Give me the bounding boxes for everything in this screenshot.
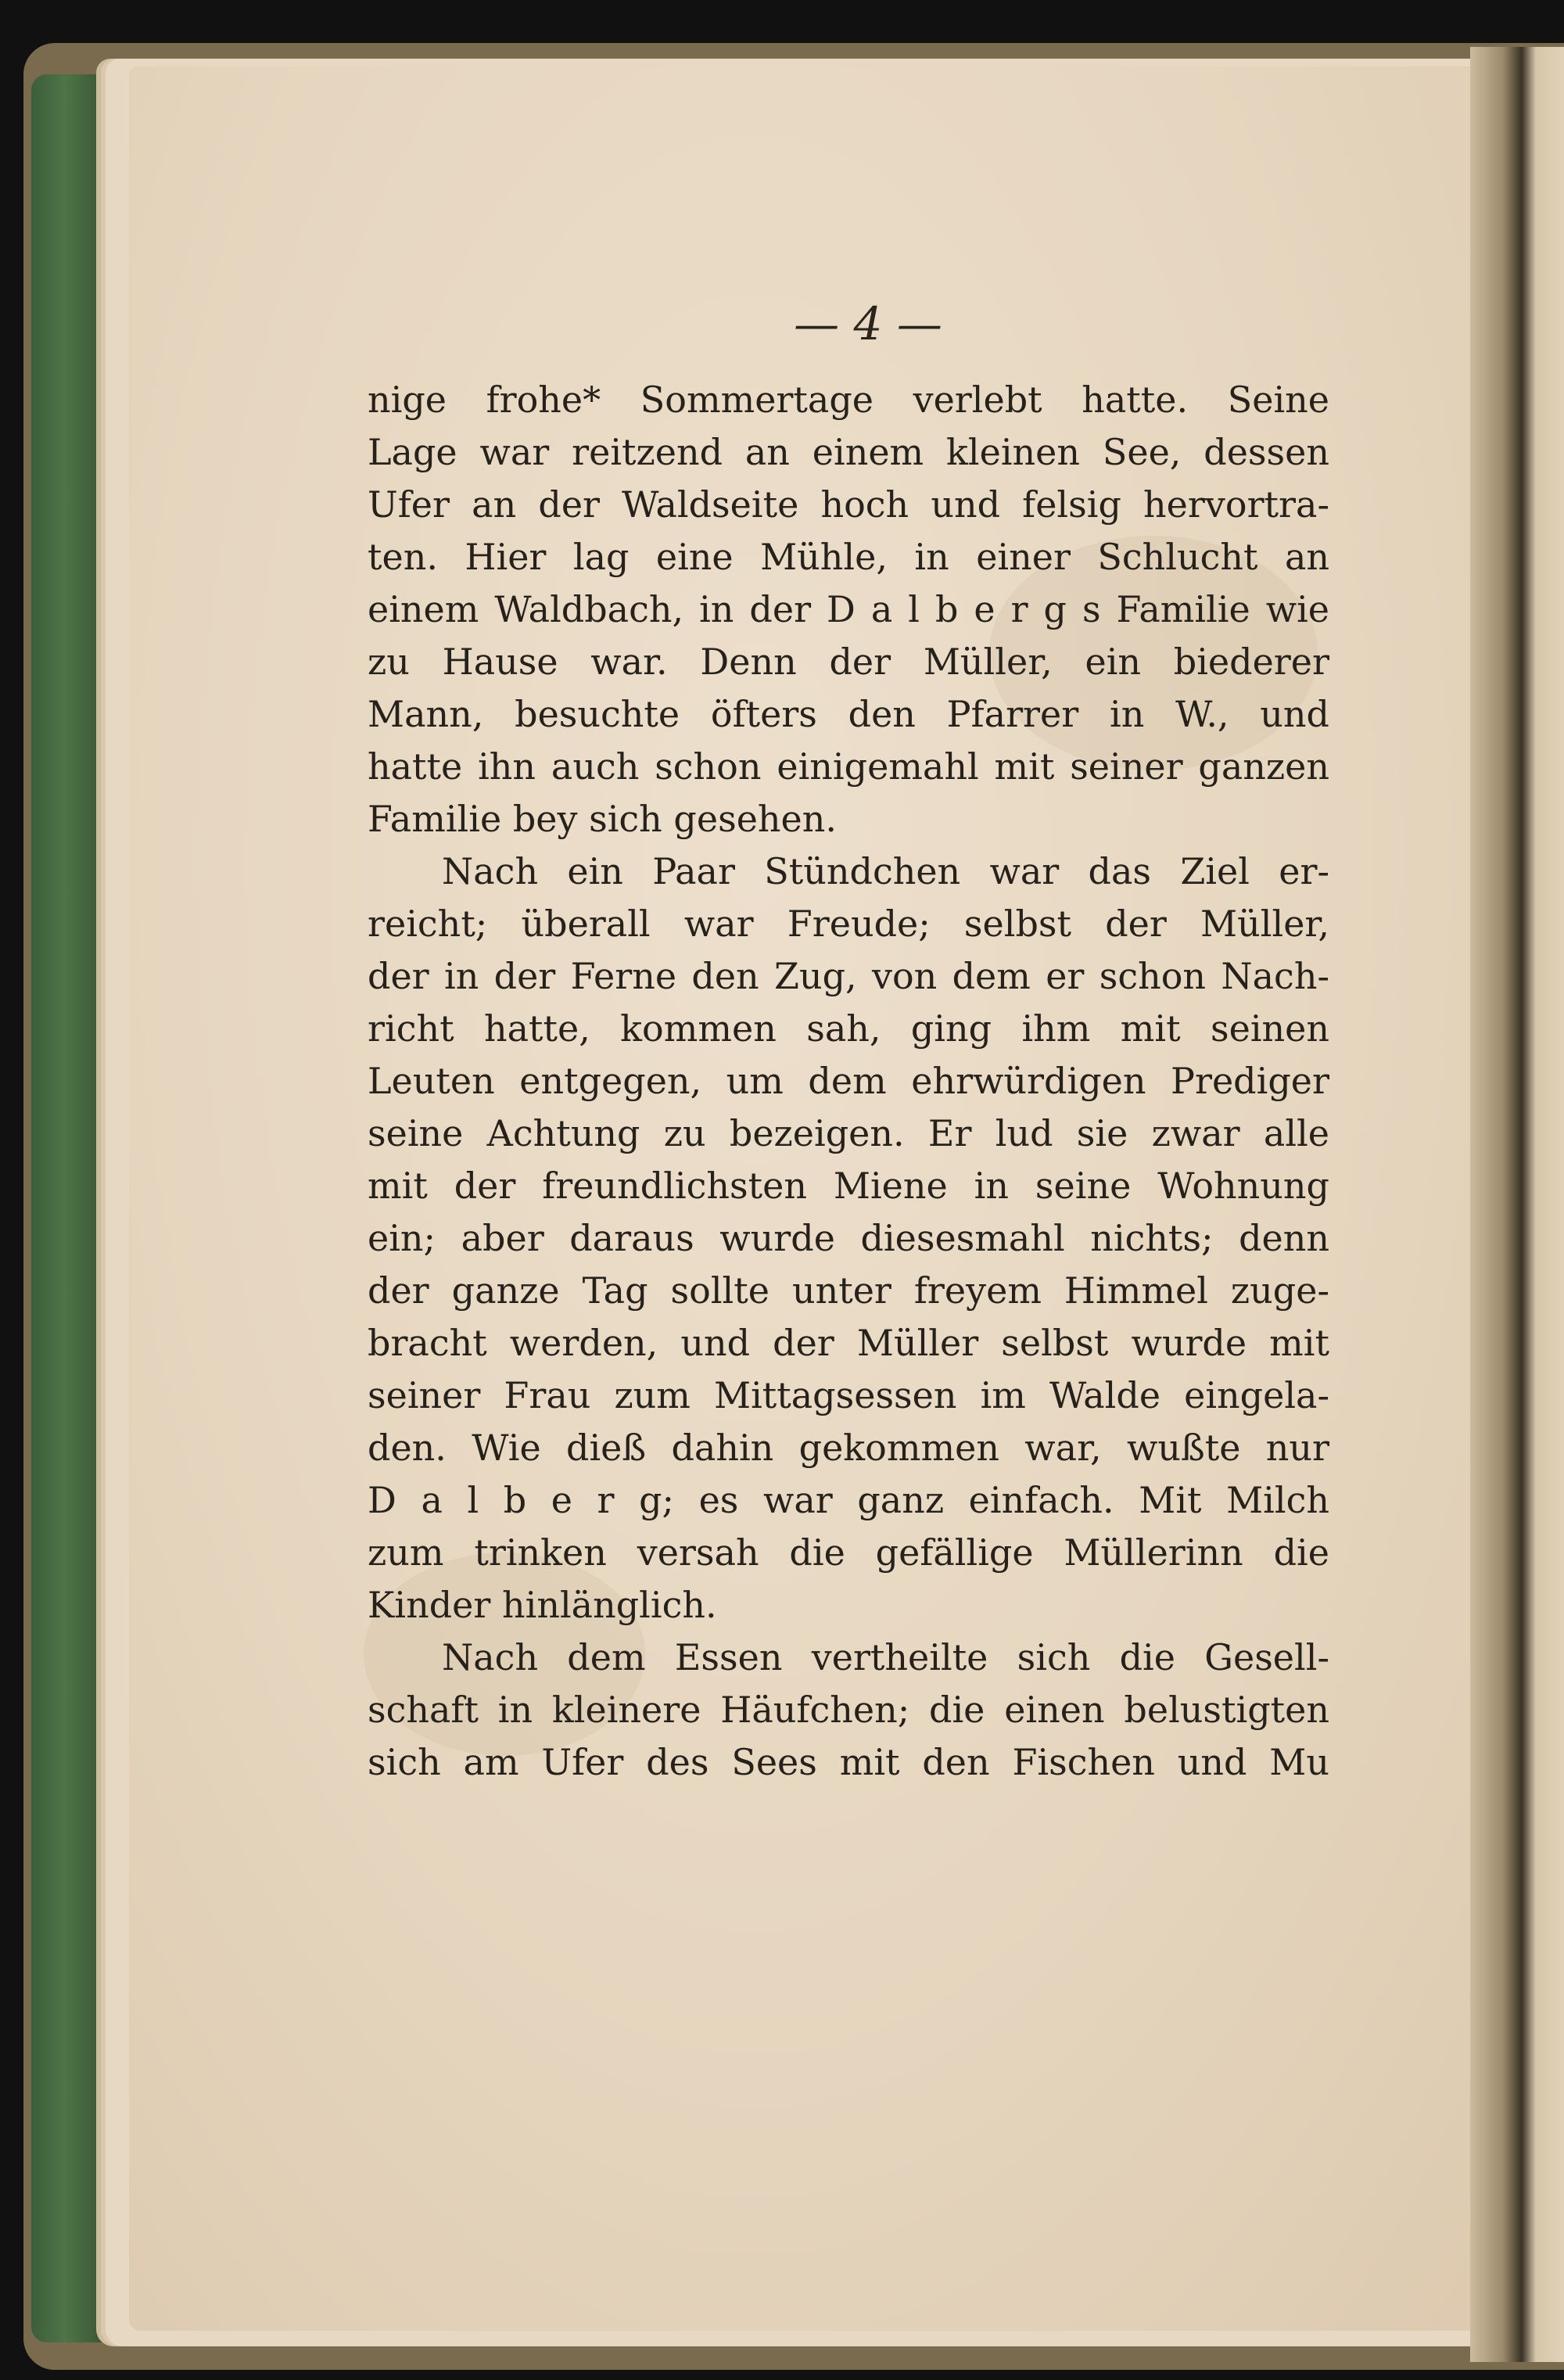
page-number: — 4 — xyxy=(794,297,942,350)
text-line: nige frohe* Sommertage verlebt hatte. Seine xyxy=(368,379,1329,421)
text-line: schaft in kleinere Häufchen; die einen belustigten xyxy=(368,1689,1329,1731)
text-line: richt hatte, kommen sah, ging ihm mit seinen xyxy=(368,1007,1329,1050)
text-line: sich am Ufer des Sees mit den Fischen und Mu xyxy=(368,1741,1329,1783)
text-line: der in der Ferne den Zug, von dem er schon Nach- xyxy=(368,955,1329,997)
text-line: ein; aber daraus wurde diesesmahl nichts; denn xyxy=(368,1217,1329,1259)
text-line: der ganze Tag sollte unter freyem Himmel zuge- xyxy=(368,1269,1329,1312)
body-text xyxy=(368,374,1329,1789)
text-line: mit der freundlichsten Miene in seine Wohnung xyxy=(368,1165,1329,1207)
text-line: den. Wie dieß dahin gekommen war, wußte nur xyxy=(368,1427,1329,1469)
text-line: reicht; überall war Freude; selbst der Müller, xyxy=(368,903,1329,945)
text-line: Nach dem Essen vertheilte sich die Gesell- xyxy=(442,1636,1329,1678)
text-line: seine Achtung zu bezeigen. Er lud sie zwar alle xyxy=(368,1112,1329,1154)
green-cloth-spine xyxy=(31,74,106,2342)
text-line: ten. Hier lag eine Mühle, in einer Schlucht an xyxy=(368,536,1329,578)
book-gutter xyxy=(1470,47,1564,2362)
text-line: Nach ein Paar Stündchen war das Ziel er- xyxy=(442,850,1329,892)
text-line: Familie bey sich gesehen. xyxy=(368,798,838,840)
text-line: Leuten entgegen, um dem ehrwürdigen Prediger xyxy=(368,1060,1329,1102)
text-line: Kinder hinlänglich. xyxy=(368,1584,717,1626)
text-line: Lage war reitzend an einem kleinen See, dessen xyxy=(368,431,1329,473)
text-line: zum trinken versah die gefällige Müllerinn die xyxy=(368,1531,1329,1574)
text-line: Ufer an der Waldseite hoch und felsig hervortra- xyxy=(368,483,1329,526)
text-line: einem Waldbach, in der D a l b e r g s Familie wie xyxy=(368,588,1329,630)
text-line: Mann, besuchte öfters den Pfarrer in W., und xyxy=(368,693,1329,735)
text-line: hatte ihn auch schon einigemahl mit seiner ganzen xyxy=(368,745,1329,788)
text-line: D a l b e r g; es war ganz einfach. Mit Milch xyxy=(368,1479,1329,1521)
text-line: bracht werden, und der Müller selbst wurde mit xyxy=(368,1322,1329,1364)
text-line: zu Hause war. Denn der Müller, ein biederer xyxy=(368,641,1329,683)
text-line: seiner Frau zum Mittagsessen im Walde eingela- xyxy=(368,1374,1329,1416)
